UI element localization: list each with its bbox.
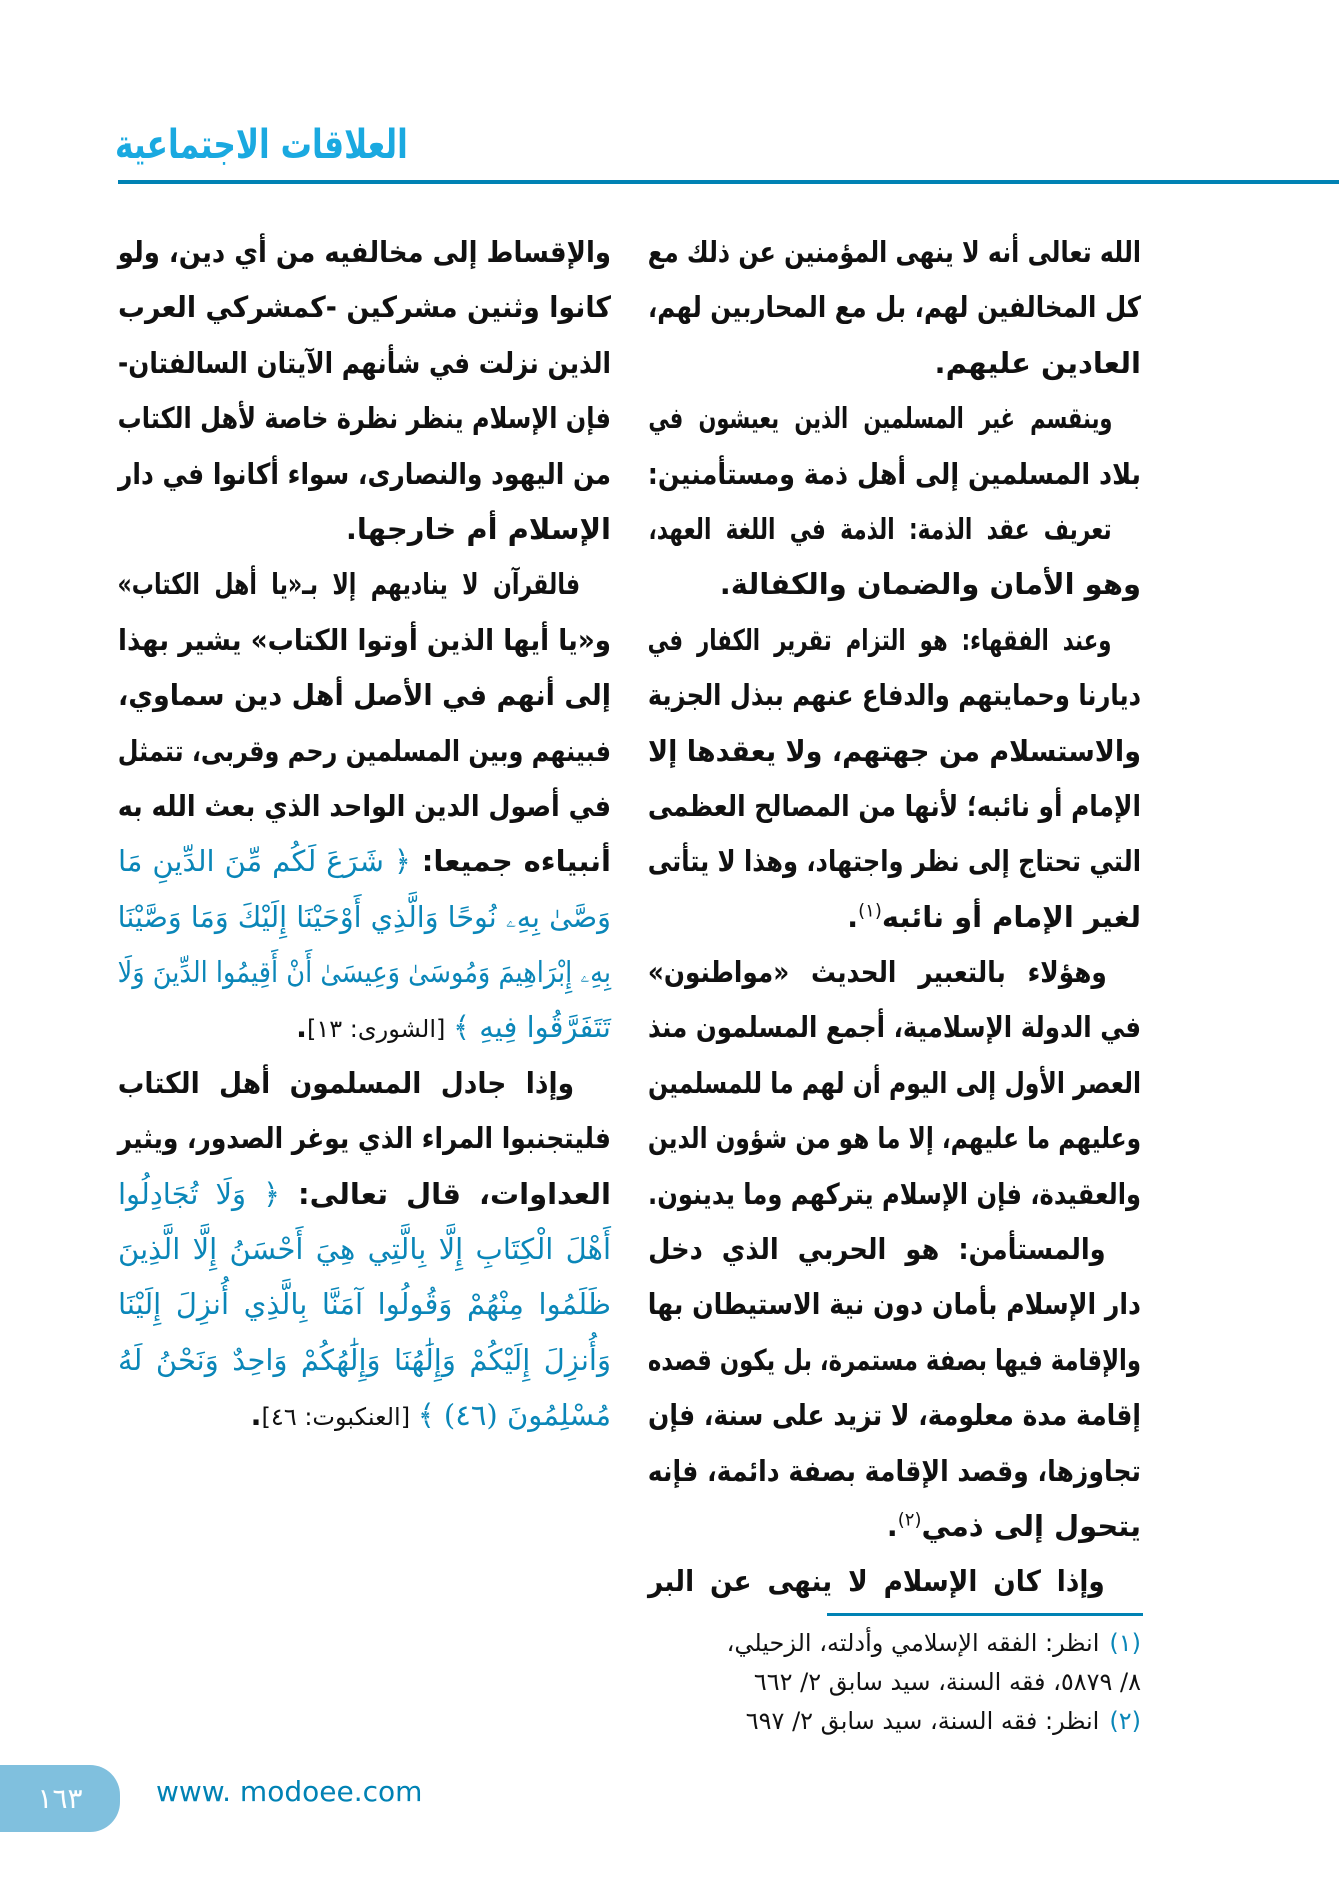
body-text: الله تعالى أنه لا ينهى المؤمنين عن ذلك مع [647, 235, 1141, 269]
body-text: والإقامة فيها بصفة مستمرة، بل يكون قصده [647, 1342, 1141, 1377]
body-text: والمستأمن: هو الحربي الذي دخل [648, 1232, 1106, 1267]
text-line [118, 336, 611, 391]
body-text: . [250, 1398, 262, 1433]
quran-verse-text: تَتَفَرَّقُوا فِيهِ [470, 1010, 611, 1045]
body-text: والاستسلام من جهتهم، ولا يعقدها إلا [647, 733, 1141, 768]
body-text: فإن الإسلام ينظر نظرة خاصة لأهل الكتاب [117, 401, 612, 436]
paragraph [648, 613, 1141, 945]
body-text: إقامة مدة معلومة، لا تزيد على سنة، فإن [648, 1398, 1141, 1433]
body-text: فالقرآن لا يناديهم إلا بـ«يا أهل الكتاب» [118, 567, 581, 602]
paragraph [648, 502, 1141, 613]
text-line [648, 1000, 1141, 1055]
text-line [648, 1554, 1141, 1609]
footnote-line [648, 1663, 1141, 1702]
text-line [648, 391, 1141, 446]
body-text: من اليهود والنصارى، سواء أكانوا في دار [118, 456, 611, 491]
text-line [118, 391, 611, 446]
footnote-number: (٢) [1109, 1707, 1141, 1735]
text-line [118, 557, 611, 612]
paragraph [648, 1222, 1141, 1554]
text-line [648, 1222, 1141, 1277]
left-column [118, 225, 611, 1444]
body-text: الإسلام أم خارجها. [345, 511, 611, 546]
text-line [118, 779, 611, 834]
body-text: وإذا جادل المسلمون أهل الكتاب [118, 1065, 575, 1100]
text-line [648, 724, 1141, 779]
text-line [118, 724, 611, 779]
text-line [648, 1277, 1141, 1332]
body-text: بلاد المسلمين إلى أهل ذمة ومستأمنين: [647, 456, 1141, 491]
footnote-text: ٨/ ٥٨٧٩، فقه السنة، سيد سابق ٢/ ٦٦٢ [753, 1668, 1141, 1696]
text-line [118, 225, 611, 280]
body-text: وهؤلاء بالتعبير الحديث «مواطنون» [648, 955, 1107, 990]
body-text: تعريف عقد الذمة: الذمة في اللغة العهد، [648, 511, 1112, 546]
text-line [118, 447, 611, 502]
text-line [118, 280, 611, 335]
body-text: في الدولة الإسلامية، أجمع المسلمون منذ [648, 1010, 1141, 1045]
footnote-reference[interactable]: (٢) [897, 1509, 922, 1531]
footnote-text: انظر: فقه السنة، سيد سابق ٢/ ٦٩٧ [745, 1707, 1100, 1735]
text-line [118, 1333, 611, 1388]
body-text: فليتجنبوا المراء الذي يوغر الصدور، ويثير [117, 1121, 611, 1156]
footnote-reference[interactable]: (١) [858, 900, 882, 922]
body-text: وعند الفقهاء: هو التزام تقرير الكفار في [648, 622, 1112, 657]
ornamental-bracket: ﴾ [417, 1398, 435, 1433]
body-text: الإمام أو نائبه؛ لأنها من المصالح العظمى [647, 788, 1141, 823]
body-text: العادين عليهم. [934, 345, 1141, 380]
text-line [648, 280, 1141, 335]
text-line [118, 1167, 611, 1222]
right-column [648, 225, 1141, 1610]
text-line [118, 1388, 611, 1443]
paragraph [118, 1056, 611, 1444]
page-number-badge: ١٦٣ [0, 1765, 120, 1832]
text-line [648, 447, 1141, 502]
body-text: لغير الإمام أو نائبه [881, 899, 1141, 934]
quran-verse-text: أَهْلَ الْكِتَابِ إِلَّا بِالَّتِي هِيَ أَحْسَنُ إِلَّا الَّذِينَ [118, 1232, 611, 1267]
body-text: تجاوزها، وقصد الإقامة بصفة دائمة، فإنه [647, 1453, 1141, 1488]
text-line [118, 1277, 611, 1332]
verse-citation: [الشورى: ١٣] [306, 1015, 453, 1044]
body-text: كانوا وثنين مشركين -كمشركي العرب [118, 290, 611, 325]
body-text: أنبياءه جميعا: [410, 844, 611, 879]
body-text: الذين نزلت في شأنهم الآيتان السالفتان- [118, 345, 611, 380]
quran-verse-text: وَأُنزِلَ إِلَيْكُمْ وَإِلَٰهُنَا وَإِلَٰهُكُمْ وَاحِدٌ وَنَحْنُ لَهُ [118, 1342, 611, 1377]
text-line [648, 1444, 1141, 1499]
quran-verse-text: شَرَعَ لَكُم مِّنَ الدِّينِ مَا [118, 844, 394, 879]
text-line [648, 1167, 1141, 1222]
ornamental-bracket: ﴿ [263, 1176, 281, 1211]
verse-citation: [العنكبوت: ٤٦] [261, 1403, 418, 1432]
quran-verse-text: ظَلَمُوا مِنْهُمْ وَقُولُوا آمَنَّا بِالَّذِي أُنزِلَ إِلَيْنَا [118, 1287, 611, 1322]
body-text: . [886, 1508, 898, 1543]
body-text: وينقسم غير المسلمين الذين يعيشون في [648, 401, 1113, 436]
text-line [648, 336, 1141, 391]
paragraph [648, 945, 1141, 1222]
text-line [648, 945, 1141, 1000]
ornamental-bracket: ﴾ [453, 1010, 470, 1045]
body-text: دار الإسلام بأمان دون نية الاستيطان بها [647, 1287, 1141, 1322]
text-line [118, 668, 611, 723]
paragraph [648, 391, 1141, 502]
body-text: العداوات، قال تعالى: [280, 1176, 611, 1211]
text-line [118, 613, 611, 668]
quran-verse-text: وَصَّىٰ بِهِۦ نُوحًا وَالَّذِي أَوْحَيْنَا إِلَيْكَ وَمَا وَصَّيْنَا [117, 899, 611, 934]
text-line [648, 668, 1141, 723]
text-line [118, 1056, 611, 1111]
paragraph [648, 1554, 1141, 1609]
text-line [648, 1333, 1141, 1388]
body-text: فبينهم وبين المسلمين رحم وقربى، تتمثل [117, 733, 611, 768]
text-line [118, 1111, 611, 1166]
text-line [118, 1000, 611, 1055]
quran-verse-text: وَلَا تُجَادِلُوا [118, 1176, 264, 1211]
body-text: ديارنا وحمايتهم والدفاع عنهم ببذل الجزية [647, 678, 1141, 713]
body-text: وهو الأمان والضمان والكفالة. [719, 567, 1141, 602]
body-text: والعقيدة، فإن الإسلام يتركهم وما يدينون. [648, 1176, 1141, 1211]
text-line [648, 225, 1141, 280]
footnote-text: انظر: الفقه الإسلامي وأدلته، الزحيلي، [726, 1629, 1100, 1657]
footnote-number: (١) [1109, 1629, 1141, 1657]
text-line [648, 502, 1141, 557]
body-text: التي تحتاج إلى نظر واجتهاد، وهذا لا يتأتى [647, 844, 1141, 879]
body-text: والإقساط إلى مخالفيه من أي دين، ولو [117, 235, 611, 269]
text-line [648, 1388, 1141, 1443]
footnote-divider [827, 1613, 1143, 1616]
quran-verse-text: مُسْلِمُونَ (٤٦) [434, 1398, 611, 1433]
body-text: في أصول الدين الواحد الذي بعث الله به [117, 788, 611, 823]
text-line [648, 1056, 1141, 1111]
text-line [648, 1111, 1141, 1166]
body-text: إلى أنهم في الأصل أهل دين سماوي، [118, 678, 611, 713]
text-line [648, 834, 1141, 889]
text-line [648, 557, 1141, 612]
text-line [648, 890, 1141, 945]
body-text: وعليهم ما عليهم، إلا ما هو من شؤون الدين [647, 1121, 1141, 1156]
body-text: . [847, 899, 859, 934]
text-line [648, 1499, 1141, 1554]
text-line [118, 945, 611, 1000]
ornamental-bracket: ﴿ [393, 844, 411, 879]
paragraph [648, 225, 1141, 391]
text-line [118, 890, 611, 945]
paragraph [118, 225, 611, 557]
body-text: العصر الأول إلى اليوم أن لهم ما للمسلمين [648, 1065, 1141, 1100]
quran-verse-text: بِهِۦ إِبْرَاهِيمَ وَمُوسَىٰ وَعِيسَىٰ أَنْ أَقِيمُوا الدِّينَ وَلَا [117, 955, 611, 990]
paragraph [118, 557, 611, 1056]
text-line [118, 834, 611, 889]
website-link[interactable]: www. modoee.com [156, 1775, 423, 1808]
text-line [118, 502, 611, 557]
footnote-line [648, 1624, 1141, 1663]
text-line [648, 613, 1141, 668]
footnote-line [648, 1702, 1141, 1741]
body-text: . [295, 1010, 307, 1045]
body-text: و«يا أيها الذين أوتوا الكتاب» يشير بهذا [118, 622, 611, 657]
header-divider [118, 180, 1339, 184]
footnotes [648, 1624, 1141, 1741]
running-header-title: العلاقات الاجتماعية [115, 122, 408, 168]
text-line [648, 779, 1141, 834]
body-text: يتحول إلى ذمي [921, 1508, 1141, 1543]
text-line [118, 1222, 611, 1277]
body-text: كل المخالفين لهم، بل مع المحاربين لهم، [648, 290, 1141, 325]
body-text: وإذا كان الإسلام لا ينهى عن البر [648, 1564, 1105, 1599]
